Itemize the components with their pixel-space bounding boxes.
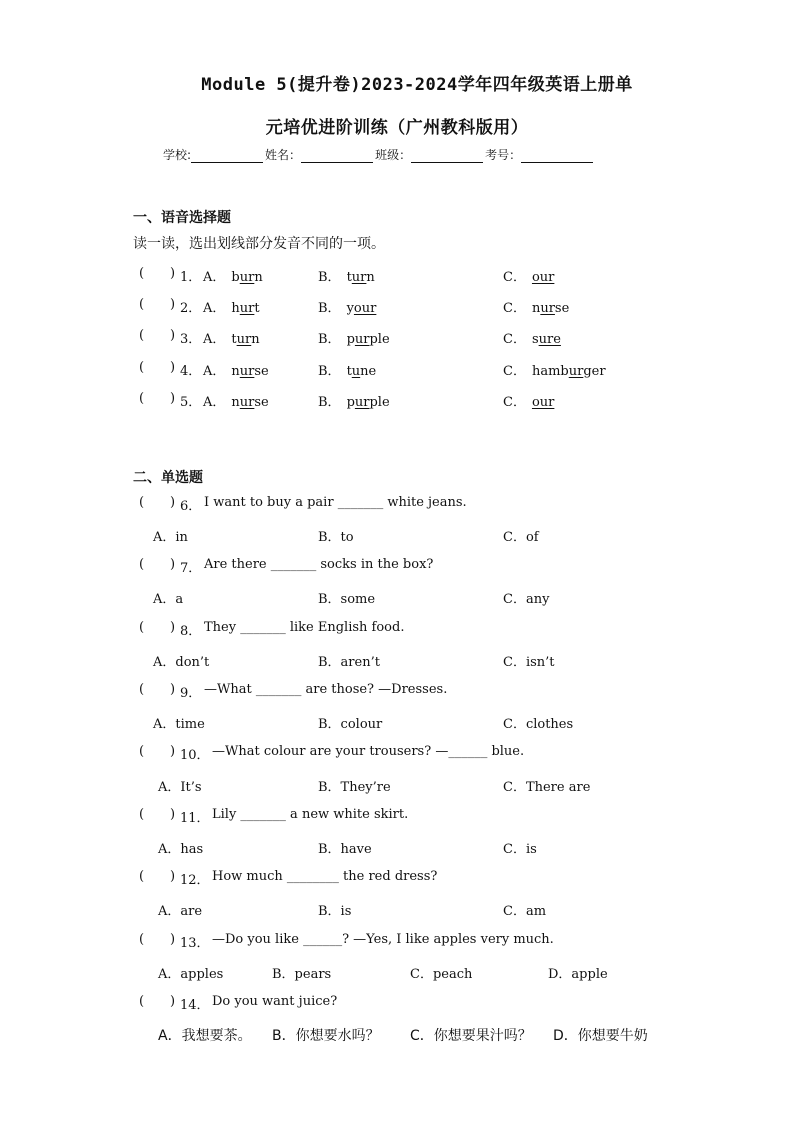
question-number: 12． bbox=[180, 873, 210, 888]
underlined-letters: our bbox=[531, 395, 555, 410]
mc-options-row bbox=[0, 526, 794, 548]
underlined-letters: ur bbox=[239, 395, 255, 410]
option-b[interactable]: B．aren’t bbox=[318, 655, 380, 670]
question-text: —What colour are your trousers? —______ blue. bbox=[212, 744, 525, 759]
answer-paren-right: ) bbox=[170, 620, 176, 635]
option-a[interactable]: A．has bbox=[158, 842, 204, 857]
option-b[interactable]: B．colour bbox=[318, 717, 383, 732]
answer-paren-left: ( bbox=[139, 620, 145, 635]
mc-options-row bbox=[0, 963, 794, 985]
option-word: nurse bbox=[231, 395, 269, 410]
title-line-1: Module 5(提升卷)2023-2024学年四年级英语上册单 bbox=[201, 75, 633, 95]
option-label: A． bbox=[203, 395, 226, 410]
phonics-question-row bbox=[0, 297, 794, 319]
answer-blank[interactable] bbox=[148, 620, 168, 636]
underlined-letters: ur bbox=[236, 332, 252, 347]
underlined-letters: our bbox=[353, 301, 377, 316]
answer-paren-left: ( bbox=[139, 360, 145, 375]
option-c[interactable]: C．There are bbox=[503, 780, 591, 795]
answer-paren-right: ) bbox=[170, 932, 176, 947]
option-word: turn bbox=[231, 332, 260, 347]
mc-options-row bbox=[0, 588, 794, 610]
option-b[interactable] bbox=[318, 360, 376, 379]
option-label: C． bbox=[503, 301, 526, 316]
option-word: turn bbox=[346, 270, 375, 285]
option-b[interactable]: B．They’re bbox=[318, 780, 391, 795]
option-a[interactable] bbox=[203, 297, 260, 316]
name-label: 姓名： bbox=[265, 148, 302, 162]
section-1-heading: 一、语音选择题 bbox=[133, 210, 231, 226]
answer-paren-right: ) bbox=[170, 266, 176, 281]
answer-paren-right: ) bbox=[170, 807, 176, 822]
underlined-letters: ure bbox=[538, 332, 561, 347]
question-number: 7． bbox=[180, 561, 202, 576]
option-label: C． bbox=[503, 364, 526, 379]
option-a[interactable] bbox=[203, 328, 260, 347]
option-label: C． bbox=[503, 395, 526, 410]
answer-paren-left: ( bbox=[139, 932, 145, 947]
option-d[interactable]: D．apple bbox=[548, 967, 608, 982]
option-b[interactable]: B．你想要水吗？ bbox=[272, 1028, 380, 1044]
exam-no-blank[interactable] bbox=[521, 150, 593, 163]
option-a[interactable] bbox=[203, 266, 263, 285]
option-d[interactable]: D．你想要牛奶 bbox=[553, 1028, 648, 1044]
answer-blank[interactable] bbox=[148, 495, 168, 511]
underlined-letters: ur bbox=[239, 270, 255, 285]
question-number: 6． bbox=[180, 499, 202, 514]
underlined-letters: ur bbox=[351, 270, 367, 285]
phonics-question-row bbox=[0, 328, 794, 350]
underlined-letters: ur bbox=[568, 364, 584, 379]
answer-blank[interactable] bbox=[148, 328, 168, 344]
option-a[interactable]: A．in bbox=[153, 530, 188, 545]
question-number: 13． bbox=[180, 936, 210, 951]
option-label: A． bbox=[203, 364, 226, 379]
mc-options-row bbox=[0, 651, 794, 673]
answer-paren-right: ) bbox=[170, 869, 176, 884]
option-b[interactable] bbox=[318, 391, 390, 410]
exam-no-label: 考号： bbox=[485, 148, 522, 162]
option-label: A． bbox=[203, 301, 226, 316]
answer-blank[interactable] bbox=[148, 391, 168, 407]
option-a[interactable] bbox=[203, 391, 269, 410]
option-word: purple bbox=[346, 395, 390, 410]
answer-blank[interactable] bbox=[148, 994, 168, 1010]
mc-options-row bbox=[0, 776, 794, 798]
option-a[interactable]: A．don’t bbox=[153, 655, 210, 670]
question-number: 9． bbox=[180, 686, 202, 701]
option-word: nurse bbox=[231, 364, 269, 379]
answer-blank[interactable] bbox=[148, 360, 168, 376]
mc-options-row bbox=[0, 838, 794, 860]
answer-paren-left: ( bbox=[139, 495, 145, 510]
underlined-letters: our bbox=[531, 270, 555, 285]
answer-paren-right: ) bbox=[170, 557, 176, 572]
question-text: Lily _______ a new white skirt. bbox=[212, 807, 409, 822]
option-c[interactable] bbox=[503, 391, 554, 410]
option-word bbox=[532, 270, 554, 285]
underlined-letters: ur bbox=[239, 301, 255, 316]
option-word: hurt bbox=[231, 301, 260, 316]
mc-options-row bbox=[0, 713, 794, 735]
underlined-letters: ur bbox=[239, 364, 255, 379]
option-a[interactable] bbox=[203, 360, 269, 379]
section-1-instruction: 读一读，选出划线部分发音不同的一项。 bbox=[133, 236, 385, 252]
section-2-heading: 二、单选题 bbox=[133, 470, 203, 486]
title-line-2: 元培优进阶训练（广州教科版用） bbox=[265, 118, 529, 138]
class-label: 班级： bbox=[375, 148, 412, 162]
underlined-letters: u bbox=[351, 364, 361, 379]
mc-question-row bbox=[0, 557, 794, 579]
mc-question-row bbox=[0, 682, 794, 704]
mc-question-row bbox=[0, 994, 794, 1016]
question-number: 4． bbox=[180, 364, 202, 379]
answer-paren-right: ) bbox=[170, 297, 176, 312]
option-label: B． bbox=[318, 301, 341, 316]
answer-blank[interactable] bbox=[148, 807, 168, 823]
answer-paren-left: ( bbox=[139, 391, 145, 406]
answer-blank[interactable] bbox=[148, 744, 168, 760]
option-a[interactable]: A．我想要茶。 bbox=[158, 1028, 252, 1044]
option-c[interactable]: C．am bbox=[503, 904, 547, 919]
mc-question-row bbox=[0, 620, 794, 642]
option-label: B． bbox=[318, 270, 341, 285]
mc-question-row bbox=[0, 869, 794, 891]
answer-paren-left: ( bbox=[139, 328, 145, 343]
option-label: C． bbox=[503, 332, 526, 347]
answer-paren-right: ) bbox=[170, 328, 176, 343]
option-word: tune bbox=[346, 364, 377, 379]
mc-question-row bbox=[0, 807, 794, 829]
question-number: 3． bbox=[180, 332, 202, 347]
option-word: hamburger bbox=[531, 364, 606, 379]
mc-options-row bbox=[0, 1025, 794, 1047]
underlined-letters: ur bbox=[540, 301, 555, 316]
answer-paren-left: ( bbox=[139, 297, 145, 312]
answer-blank[interactable] bbox=[148, 557, 168, 573]
answer-paren-left: ( bbox=[139, 807, 145, 822]
answer-blank[interactable] bbox=[148, 932, 168, 948]
option-c[interactable] bbox=[503, 360, 606, 379]
answer-paren-right: ) bbox=[170, 391, 176, 406]
option-c[interactable]: C．isn’t bbox=[503, 655, 555, 670]
answer-paren-left: ( bbox=[139, 557, 145, 572]
underlined-letters: ur bbox=[354, 395, 370, 410]
question-number: 5． bbox=[180, 395, 202, 410]
student-info-line bbox=[163, 146, 595, 163]
option-b[interactable]: B．some bbox=[318, 592, 376, 607]
answer-blank[interactable] bbox=[148, 682, 168, 698]
option-b[interactable]: B．pears bbox=[272, 967, 332, 982]
option-c[interactable]: C．peach bbox=[410, 967, 473, 982]
option-label: B． bbox=[318, 395, 341, 410]
answer-blank[interactable] bbox=[148, 297, 168, 313]
answer-paren-right: ) bbox=[170, 682, 176, 697]
mc-question-row bbox=[0, 744, 794, 766]
phonics-question-row bbox=[0, 266, 794, 288]
answer-paren-right: ) bbox=[170, 495, 176, 510]
option-b[interactable]: B．is bbox=[318, 904, 352, 919]
option-a[interactable]: A．It’s bbox=[158, 780, 202, 795]
option-c[interactable]: C．你想要果汁吗？ bbox=[410, 1028, 532, 1044]
mc-question-row bbox=[0, 932, 794, 954]
option-c[interactable]: C．of bbox=[503, 530, 539, 545]
class-blank[interactable] bbox=[411, 150, 483, 163]
option-b[interactable]: B．have bbox=[318, 842, 372, 857]
answer-paren-left: ( bbox=[139, 869, 145, 884]
question-text: —Do you like ______? —Yes, I like apples very much. bbox=[212, 932, 554, 947]
name-blank[interactable] bbox=[301, 150, 373, 163]
option-word: sure bbox=[531, 332, 561, 347]
school-blank[interactable] bbox=[191, 150, 263, 163]
answer-blank[interactable] bbox=[148, 869, 168, 885]
answer-blank[interactable] bbox=[148, 266, 168, 282]
option-a[interactable]: A．apples bbox=[158, 967, 224, 982]
option-word: purple bbox=[346, 332, 390, 347]
question-number: 11． bbox=[180, 811, 210, 826]
option-c[interactable]: C．is bbox=[503, 842, 537, 857]
answer-paren-right: ) bbox=[170, 994, 176, 1009]
mc-question-row bbox=[0, 495, 794, 517]
question-text: Do you want juice? bbox=[212, 994, 338, 1009]
option-word: your bbox=[346, 301, 377, 316]
option-word: burn bbox=[231, 270, 263, 285]
mc-options-row bbox=[0, 900, 794, 922]
option-label: A． bbox=[203, 332, 226, 347]
answer-paren-left: ( bbox=[139, 744, 145, 759]
option-a[interactable]: A．are bbox=[158, 904, 203, 919]
underlined-letters: ur bbox=[354, 332, 370, 347]
option-label: B． bbox=[318, 332, 341, 347]
question-text: —What _______ are those? —Dresses. bbox=[204, 682, 448, 697]
question-number: 2． bbox=[180, 301, 202, 316]
option-c[interactable]: C．any bbox=[503, 592, 550, 607]
question-number: 10． bbox=[180, 748, 210, 763]
option-c[interactable]: C．clothes bbox=[503, 717, 574, 732]
option-c[interactable] bbox=[503, 297, 569, 316]
question-text: I want to buy a pair _______ white jeans. bbox=[204, 495, 467, 510]
question-number: 14． bbox=[180, 998, 210, 1013]
option-a[interactable]: A．a bbox=[153, 592, 184, 607]
option-b[interactable] bbox=[318, 328, 390, 347]
option-label: A． bbox=[203, 270, 226, 285]
answer-paren-right: ) bbox=[170, 744, 176, 759]
option-a[interactable]: A．time bbox=[153, 717, 205, 732]
option-b[interactable] bbox=[318, 266, 375, 285]
question-number: 1． bbox=[180, 270, 202, 285]
option-word bbox=[532, 395, 554, 410]
answer-paren-left: ( bbox=[139, 682, 145, 697]
option-b[interactable]: B．to bbox=[318, 530, 354, 545]
option-c[interactable] bbox=[503, 328, 561, 347]
question-text: How much ________ the red dress? bbox=[212, 869, 438, 884]
answer-paren-left: ( bbox=[139, 266, 145, 281]
option-label: C． bbox=[503, 270, 526, 285]
answer-paren-right: ) bbox=[170, 360, 176, 375]
question-text: They _______ like English food. bbox=[204, 620, 405, 635]
option-c[interactable] bbox=[503, 266, 554, 285]
phonics-question-row bbox=[0, 360, 794, 382]
question-text: Are there _______ socks in the box? bbox=[204, 557, 434, 572]
question-number: 8． bbox=[180, 624, 202, 639]
option-b[interactable] bbox=[318, 297, 376, 316]
phonics-question-row bbox=[0, 391, 794, 413]
option-label: B． bbox=[318, 364, 341, 379]
answer-paren-left: ( bbox=[139, 994, 145, 1009]
option-word: nurse bbox=[531, 301, 570, 316]
school-label: 学校: bbox=[163, 148, 192, 162]
